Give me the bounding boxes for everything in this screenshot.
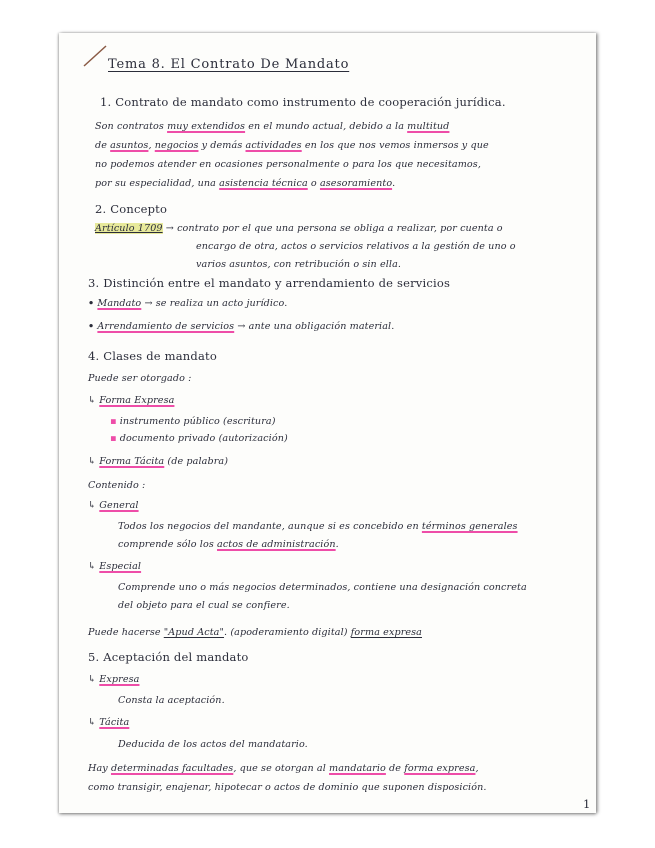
arrow-icon: → (144, 298, 153, 309)
s4-especial: ↳ Especial (88, 561, 142, 572)
sub-arrow-icon: ↳ (88, 674, 97, 685)
page-title: Tema 8. El Contrato De Mandato (108, 57, 350, 72)
s5-tacita-text: Deducida de los actos del mandatario. (118, 739, 308, 750)
s5-expresa-text: Consta la aceptación. (118, 695, 225, 706)
sub-arrow-icon: ↳ (88, 561, 97, 572)
s1-line-3: no podemos atender en ocasiones personalmente o para los que necesitamos, (95, 159, 481, 170)
s3-bullet-1: • Mandato → se realiza un acto jurídico. (88, 298, 288, 309)
s4-general: ↳ General (88, 500, 139, 511)
pen-stroke-mark (80, 40, 110, 70)
bullet-icon: • (88, 298, 95, 309)
s4-apud-acta: Puede hacerse "Apud Acta". (apoderamiento digital) forma expresa (88, 627, 422, 638)
arrow-icon: → (237, 321, 246, 332)
sub-arrow-icon: ↳ (88, 456, 97, 467)
s5-facultades-line-2: como transigir, enajenar, hipotecar o actos de dominio que suponen disposición. (88, 782, 487, 793)
s1-line-4: por su especialidad, una asistencia técnica o asesoramiento. (95, 178, 396, 189)
arrow-icon: → (165, 223, 174, 234)
s2-line-3: varios asuntos, con retribución o sin ella. (196, 259, 402, 270)
section-4-heading: 4. Clases de mandato (88, 349, 217, 363)
s4-general-line-1: Todos los negocios del mandante, aunque si es concebido en términos generales (118, 521, 518, 532)
s4-forma-tacita: ↳ Forma Tácita (de palabra) (88, 456, 229, 467)
section-1-heading: 1. Contrato de mandato como instrumento de cooperación jurídica. (100, 95, 506, 109)
sub-arrow-icon: ↳ (88, 395, 97, 406)
dash-icon: ▪ (110, 416, 117, 427)
s1-line-1: Son contratos muy extendidos en el mundo actual, debido a la multitud (95, 121, 450, 132)
section-3-heading: 3. Distinción entre el mandato y arrendamiento de servicios (88, 276, 451, 290)
page-number: 1 (583, 797, 591, 811)
s1-line-2: de asuntos, negocios y demás actividades en los que nos vemos inmersos y que (95, 140, 489, 151)
s4-contenido: Contenido : (88, 480, 146, 491)
dash-icon: ▪ (110, 433, 117, 444)
s5-expresa: ↳ Expresa (88, 674, 140, 685)
s2-line-2: encargo de otra, actos o servicios relativos a la gestión de uno o (196, 241, 516, 252)
s4-general-line-2: comprende sólo los actos de administración. (118, 539, 339, 550)
article-label: Artículo 1709 (95, 223, 163, 234)
s2-line-1: Artículo 1709 → contrato por el que una persona se obliga a realizar, por cuenta o (95, 223, 503, 234)
s4-fe-item-2: ▪ documento privado (autorización) (110, 433, 288, 444)
s4-forma-expresa: ↳ Forma Expresa (88, 395, 175, 406)
s4-especial-line-2: del objeto para el cual se confiere. (118, 600, 290, 611)
s5-facultades-line-1: Hay determinadas facultades, que se otorgan al mandatario de forma expresa, (88, 763, 479, 774)
bullet-icon: • (88, 321, 95, 332)
sub-arrow-icon: ↳ (88, 500, 97, 511)
section-2-heading: 2. Concepto (95, 202, 168, 216)
s4-especial-line-1: Comprende uno o más negocios determinados, contiene una designación concreta (118, 582, 527, 593)
s5-tacita: ↳ Tácita (88, 717, 130, 728)
s3-bullet-2: • Arrendamiento de servicios → ante una obligación material. (88, 321, 395, 332)
s4-otorgado: Puede ser otorgado : (88, 373, 192, 384)
section-5-heading: 5. Aceptación del mandato (88, 650, 249, 664)
sub-arrow-icon: ↳ (88, 717, 97, 728)
s4-fe-item-1: ▪ instrumento público (escritura) (110, 416, 276, 427)
